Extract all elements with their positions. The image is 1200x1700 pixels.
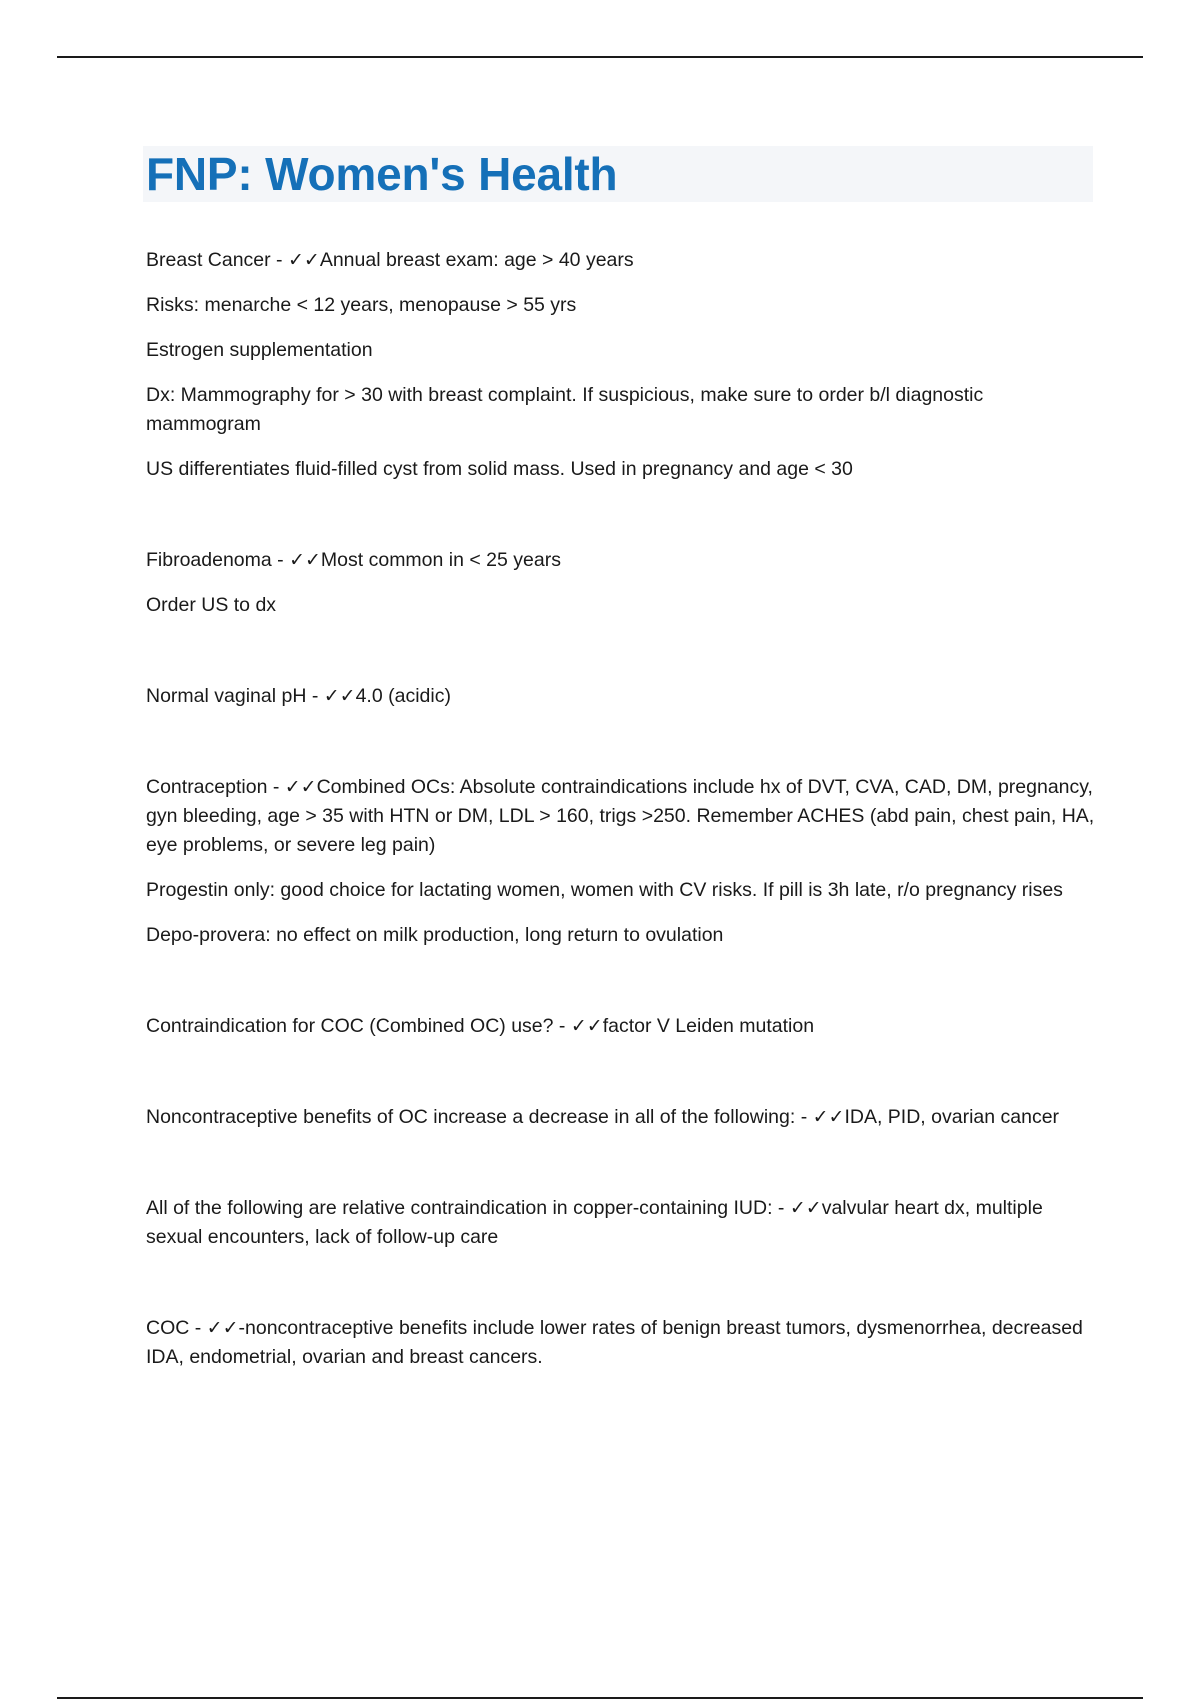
flashcard-entry — [146, 682, 1096, 711]
flashcard-answer: Combined OCs: Absolute contraindications include hx of DVT, CVA, CAD, DM, pregnancy, gyn bleeding, age > 35 with HTN or DM, LDL > 160, trigs >250. Remember ACHES (abd pain, chest pain, HA, eye problems, or severe leg pain) — [146, 776, 1095, 856]
flashcard-detail-line: Estrogen supplementation — [146, 339, 373, 361]
double-check-icon: ✓✓ — [789, 1197, 822, 1219]
flashcard-detail-line: US differentiates fluid-filled cyst from solid mass. Used in pregnancy and age < 30 — [146, 458, 853, 480]
flashcard-answer: Most common in < 25 years — [320, 549, 561, 571]
flashcard-entry — [146, 546, 1096, 620]
double-check-icon: ✓✓ — [323, 685, 356, 707]
flashcard-term: Fibroadenoma - — [146, 549, 290, 571]
flashcard-question-line — [146, 1103, 1096, 1132]
flashcard-list — [146, 246, 1096, 1372]
double-check-icon: ✓✓ — [289, 549, 321, 571]
flashcard-term: Normal vaginal pH - — [146, 685, 324, 707]
flashcard-answer: Annual breast exam: age > 40 years — [319, 249, 634, 271]
double-check-icon: ✓✓ — [287, 249, 320, 271]
flashcard-question-line — [146, 1012, 1096, 1041]
flashcard-entry — [146, 246, 1096, 484]
flashcard-entry — [146, 1314, 1096, 1372]
page-title: FNP: Women's Health — [146, 148, 618, 200]
flashcard-question-line — [146, 682, 1096, 711]
flashcard-term: All of the following are relative contraindication in copper-containing IUD: - — [146, 1197, 790, 1219]
double-check-icon: ✓✓ — [812, 1106, 845, 1128]
flashcard-answer: factor V Leiden mutation — [602, 1015, 815, 1037]
flashcard-detail-line: Risks: menarche < 12 years, menopause > 55 yrs — [146, 294, 577, 316]
flashcard-term: COC - — [146, 1317, 207, 1339]
flashcard-detail-line: Order US to dx — [146, 594, 277, 616]
flashcard-term: Breast Cancer - — [146, 249, 288, 271]
flashcard-detail-line: Progestin only: good choice for lactating women, women with CV risks. If pill is 3h late, r/o pregnancy rises — [146, 879, 1063, 901]
flashcard-detail-line: Depo-provera: no effect on milk production, long return to ovulation — [146, 924, 724, 946]
flashcard-answer: IDA, PID, ovarian cancer — [844, 1106, 1060, 1128]
flashcard-answer: 4.0 (acidic) — [355, 685, 451, 707]
flashcard-question-line — [146, 773, 1096, 860]
flashcard-entry — [146, 1103, 1096, 1132]
bottom-rule — [57, 1697, 1143, 1699]
flashcard-term: Contraception - — [146, 776, 285, 798]
top-rule — [57, 56, 1143, 58]
flashcard-answer: -noncontraceptive benefits include lower rates of benign breast tumors, dysmenorrhea, decreased IDA, endometrial, ovarian and breast cancers. — [146, 1317, 1083, 1368]
double-check-icon: ✓✓ — [570, 1015, 603, 1037]
flashcard-entry — [146, 1012, 1096, 1041]
double-check-icon: ✓✓ — [206, 1317, 239, 1339]
flashcard-question-line — [146, 246, 1096, 275]
flashcard-term: Contraindication for COC (Combined OC) use? - — [146, 1015, 571, 1037]
flashcard-question-line — [146, 1194, 1096, 1252]
flashcard-entry — [146, 773, 1096, 950]
flashcard-detail-line: Dx: Mammography for > 30 with breast complaint. If suspicious, make sure to order b/l diagnostic mammogram — [146, 384, 984, 435]
flashcard-answer: valvular heart dx, multiple sexual encounters, lack of follow-up care — [146, 1197, 1043, 1248]
flashcard-entry — [146, 1194, 1096, 1252]
flashcard-question-line — [146, 1314, 1096, 1372]
flashcard-question-line — [146, 546, 1096, 575]
double-check-icon: ✓✓ — [284, 776, 317, 798]
flashcard-term: Noncontraceptive benefits of OC increase a decrease in all of the following: - — [146, 1106, 813, 1128]
